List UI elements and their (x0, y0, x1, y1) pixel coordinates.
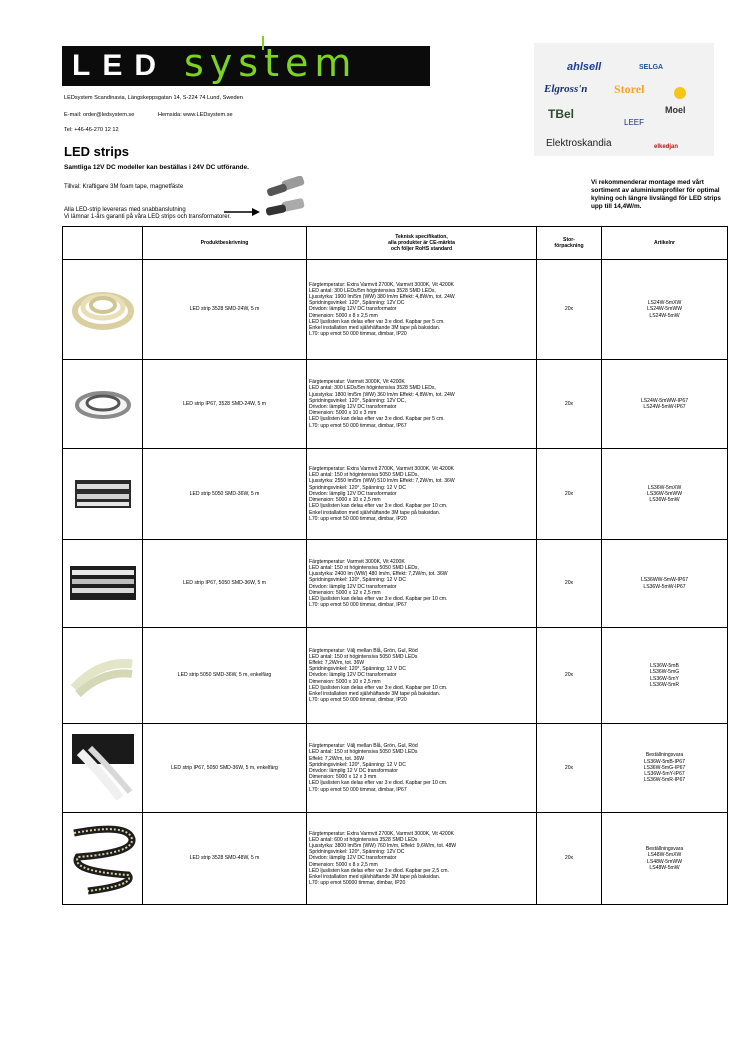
partner-moel: Moel (665, 105, 686, 115)
arrow-icon (222, 206, 262, 218)
product-spec: Färgtemperatur: Varmvit 3000K, Vit 4200K LED antal: 150 st högintensiva 5050 SMD LEDs, Ljusstyrka: 2400 lm (WW) 480 lm/m, Effekt: 7,2W/m, tot. 36W Spridningsvinkel: 120°, Spänning: 12 V DC Drivdon: lämplig 12V DC transformator Dimension: 5000 x 12 x 2,5 mm LED ljuslisten kan delas efter var 3:e diod. Kapbar per 10 cm. L70: upp emot 50 000 timmar, dimbar, IP67 (307, 540, 537, 628)
product-spec: Färgtemperatur: Välj mellan Blå, Grön, Gul, Röd LED antal: 150 st högintensiva 5050 SMD LEDs Effekt: 7,2W/m, tot. 36W Spridningsvinkel: 120°, Spänning: 12 V DC Drivdon: lämplig 12V DC transformator Dimension: 5000 x 10 x 2,5 mm LED ljuslisten kan delas efter var 3:e diod. Kapbar per 10 cm. Enkel installation med självhäftande 3M tape på baksidan. L70: upp emot 50 000 timmar, dimbar, IP20 (307, 628, 537, 724)
product-article: LS36WW-5mW-IP67 LS36W-5mW-IP67 (602, 540, 728, 628)
product-image (63, 260, 143, 360)
company-phone: Tel: +46-46-270 12 12 (64, 127, 119, 133)
logo-system-text: system (184, 41, 358, 85)
table-row (63, 724, 728, 813)
product-name: LED strip 3528 SMD-48W, 5 m (143, 813, 307, 905)
table-row (63, 540, 728, 628)
partner-ahlsell: ahlsell (567, 61, 602, 73)
product-name: LED strip IP67, 5050 SMD-36W, 5 m, enkelfärg (143, 724, 307, 813)
table-row (63, 260, 728, 360)
product-spec: Färgtemperatur: Varmvit 3000K, Vit 4200K LED antal: 300 LEDs/5m högintensiva 3528 SMD LEDs, Ljusstyrka: 1800 lm/5m (WW) 360 lm/m Effekt: 4,8W/m, tot. 24W Spridningsvinkel: 120°, Spänning: 12V DC, Drivdon: lämplig 12V DC transformator Dimension: 5000 x 10 x 3 mm LED ljuslisten kan delas efter var 3:e diod. Kapbar per 5 cm. L70: upp emot 50 000 timmar, dimbar, IP67 (307, 360, 537, 449)
header-article: Artikelnr (602, 227, 728, 260)
product-spec: Färgtemperatur: Extra Varmvit 2700K, Varmvit 3000K, Vit 4200K LED antal: 300 LEDs/5m högintensiva 3528 SMD LEDs, Ljusstyrka: 1900 lm/5m (WW) 380 lm/m Effekt: 4,8W/m, tot. 24W Spridningsvinkel: 120°, Spänning: 12V DC Drivdon: lämplig 12V DC transformator Dimension: 5000 x 8 x 2,5 mm LED ljuslisten kan delas efter var 3:e diod. Kapbar per 5 cm. Enkel installation med självhäftande 3M tape på baksidan. L70: upp emot 50 000 timmar, dimbar, IP20 (307, 260, 537, 360)
product-image (63, 360, 143, 449)
product-article: Beställningsvara LS36W-5mB-IP67 LS36W-5mG-IP67 LS36W-5mY-IP67 LS36W-5mR-IP67 (602, 724, 728, 813)
product-image (63, 540, 143, 628)
led-strip-ip67-3528-image (71, 383, 135, 423)
table-row (63, 628, 728, 724)
product-image (63, 724, 143, 813)
product-pack: 20x (537, 540, 602, 628)
partner-storel: Storel (614, 82, 645, 96)
table-row (63, 360, 728, 449)
partner-elgross: Elgross'n (544, 83, 588, 95)
partner-yellow-icon (674, 87, 686, 99)
recommendation-note: Vi rekommenderar montage med vårt sortiment av aluminiumprofiler för optimal kylning och längre livslängd för LED strips upp till 14,4W/m. (591, 179, 721, 210)
product-image (63, 813, 143, 905)
product-name: LED strip 5050 SMD-36W, 5 m (143, 449, 307, 540)
connector-icon (262, 176, 312, 220)
company-website: Hemsida: www.LEDsystem.se (158, 112, 233, 118)
product-pack: 20x (537, 813, 602, 905)
product-spec: Färgtemperatur: Välj mellan Blå, Grön, Gul, Röd LED antal: 150 st högintensiva 5050 SMD LEDs Effekt: 7,2W/m, tot. 36W Spridningsvinkel: 120°, Spänning: 12 V DC Drivdon: lämplig 12 V DC transformator Dimension: 5000 x 12 x 3 mm LED ljuslisten kan delas efter var 3:e diod. Kapbar per 10 cm. L70: upp emot 50 000 timmar, dimbar, IP67 (307, 724, 537, 813)
partner-selga: SELGA (639, 64, 664, 71)
led-strip-3528-image (71, 285, 135, 331)
led-strip-5050-image (71, 472, 135, 514)
product-name: LED strip 3528 SMD-24W, 5 m (143, 260, 307, 360)
table-row (63, 813, 728, 905)
header-product: Produktbeskrivning (143, 227, 307, 260)
led-strip-single-color-image (70, 650, 136, 698)
header-pack: Stor- förpackning (537, 227, 602, 260)
product-image (63, 449, 143, 540)
product-article: LS36W-5mB LS36W-5mG LS36W-5mY LS36W-5mR (602, 628, 728, 724)
partner-elektroskandia: Elektroskandia (546, 138, 612, 149)
product-spec: Färgtemperatur: Extra Varmvit 2700K, Varmvit 3000K, Vit 4200K LED antal: 600 st högintensiva 3528 SMD LEDs Ljusstyrka: 3800 lm/5m (WW) 760 lm/m, Effekt: 9,6W/m, tot. 48W Spridningsvinkel: 120°, Spänning: 12V DC Drivdon: lämplig 12V DC transformator Dimension: 5000 x 8 x 2,5 mm LED ljuslisten kan delas efter var 3:e diod. Kapbar per 2,5 cm. Enkel installation med självhäftande 3M tape på baksidan. L70: upp emot 50000 timmar, dimbar, IP20 (307, 813, 537, 905)
company-address: LEDsystem Scandinavia, Längskeppsgatan 14, S-224 74 Lund, Sweden (64, 95, 243, 101)
table-header-row (63, 227, 728, 260)
page-subtitle: Samtliga 12V DC modeller kan beställas i 24V DC utförande. (64, 164, 249, 171)
company-logo (62, 41, 430, 86)
product-spec: Färgtemperatur: Extra Varmvit 2700K, Varmvit 3000K, Vit 4200K LED antal: 150 st högintensiva 5050 SMD LEDs, Ljusstyrka: 2550 lm/5m (WW) 510 lm/m Effekt: 7,2W/m, tot. 36W Spridningsvinkel: 120°, Spänning: 12 V DC Drivdon: lämplig 12V DC transformator Dimension: 5000 x 10 x 2,5 mm LED ljuslisten kan delas efter var 3:e diod. Kapbar per 10 cm. Enkel installation med självhäftande 3M tape på baksidan. L70: upp emot 50 000 timmar, dimbar, IP20 (307, 449, 537, 540)
product-name: LED strip IP67, 5050 SMD-36W, 5 m (143, 540, 307, 628)
product-name: LED strip 5050 SMD-36W, 5 m, enkelfärg (143, 628, 307, 724)
product-pack: 20x (537, 628, 602, 724)
product-name: LED strip IP67, 3528 SMD-24W, 5 m (143, 360, 307, 449)
led-strip-ip67-single-color-image (70, 732, 136, 802)
table-row (63, 449, 728, 540)
partner-logos (534, 43, 714, 156)
product-pack: 20x (537, 724, 602, 813)
product-pack: 20x (537, 260, 602, 360)
option-note: Tillval: Kraftigare 3M foam tape, magnetfäste (64, 184, 184, 190)
led-strip-3528-48w-image (68, 819, 138, 895)
product-article: LS36W-5mXW LS36W-5mWW LS36W-5mW (602, 449, 728, 540)
header-spec: Teknisk specifikation, alla produkter är CE-märkta och följer RoHS standard (307, 227, 537, 260)
product-image (63, 628, 143, 724)
partner-tbel: TBel (548, 107, 575, 121)
warranty-note: Vi lämnar 1-års garanti på våra LED strips och transformatorer. (64, 214, 231, 220)
header-image (63, 227, 143, 260)
connector-note: Alla LED-strip levereras med snabbanslutning (64, 207, 186, 213)
company-email: E-mail: order@ledsystem.se (64, 112, 135, 118)
product-pack: 20x (537, 449, 602, 540)
product-article: LS24W-5mWW-IP67 LS24W-5mW-IP67 (602, 360, 728, 449)
logo-led-text: LED (72, 49, 168, 82)
led-strip-ip67-5050-image (68, 560, 138, 604)
partner-elkedjan: elkedjan (654, 144, 679, 150)
product-article: Beställningsvara LS48W-5mXW LS48W-5mWW LS48W-5mW (602, 813, 728, 905)
page-title: LED strips (64, 144, 130, 159)
product-pack: 20x (537, 360, 602, 449)
product-table (62, 226, 728, 905)
partner-leef: LEEF (624, 118, 645, 127)
product-article: LS24W-5mXW LS24W-5mWW LS24W-5mW (602, 260, 728, 360)
